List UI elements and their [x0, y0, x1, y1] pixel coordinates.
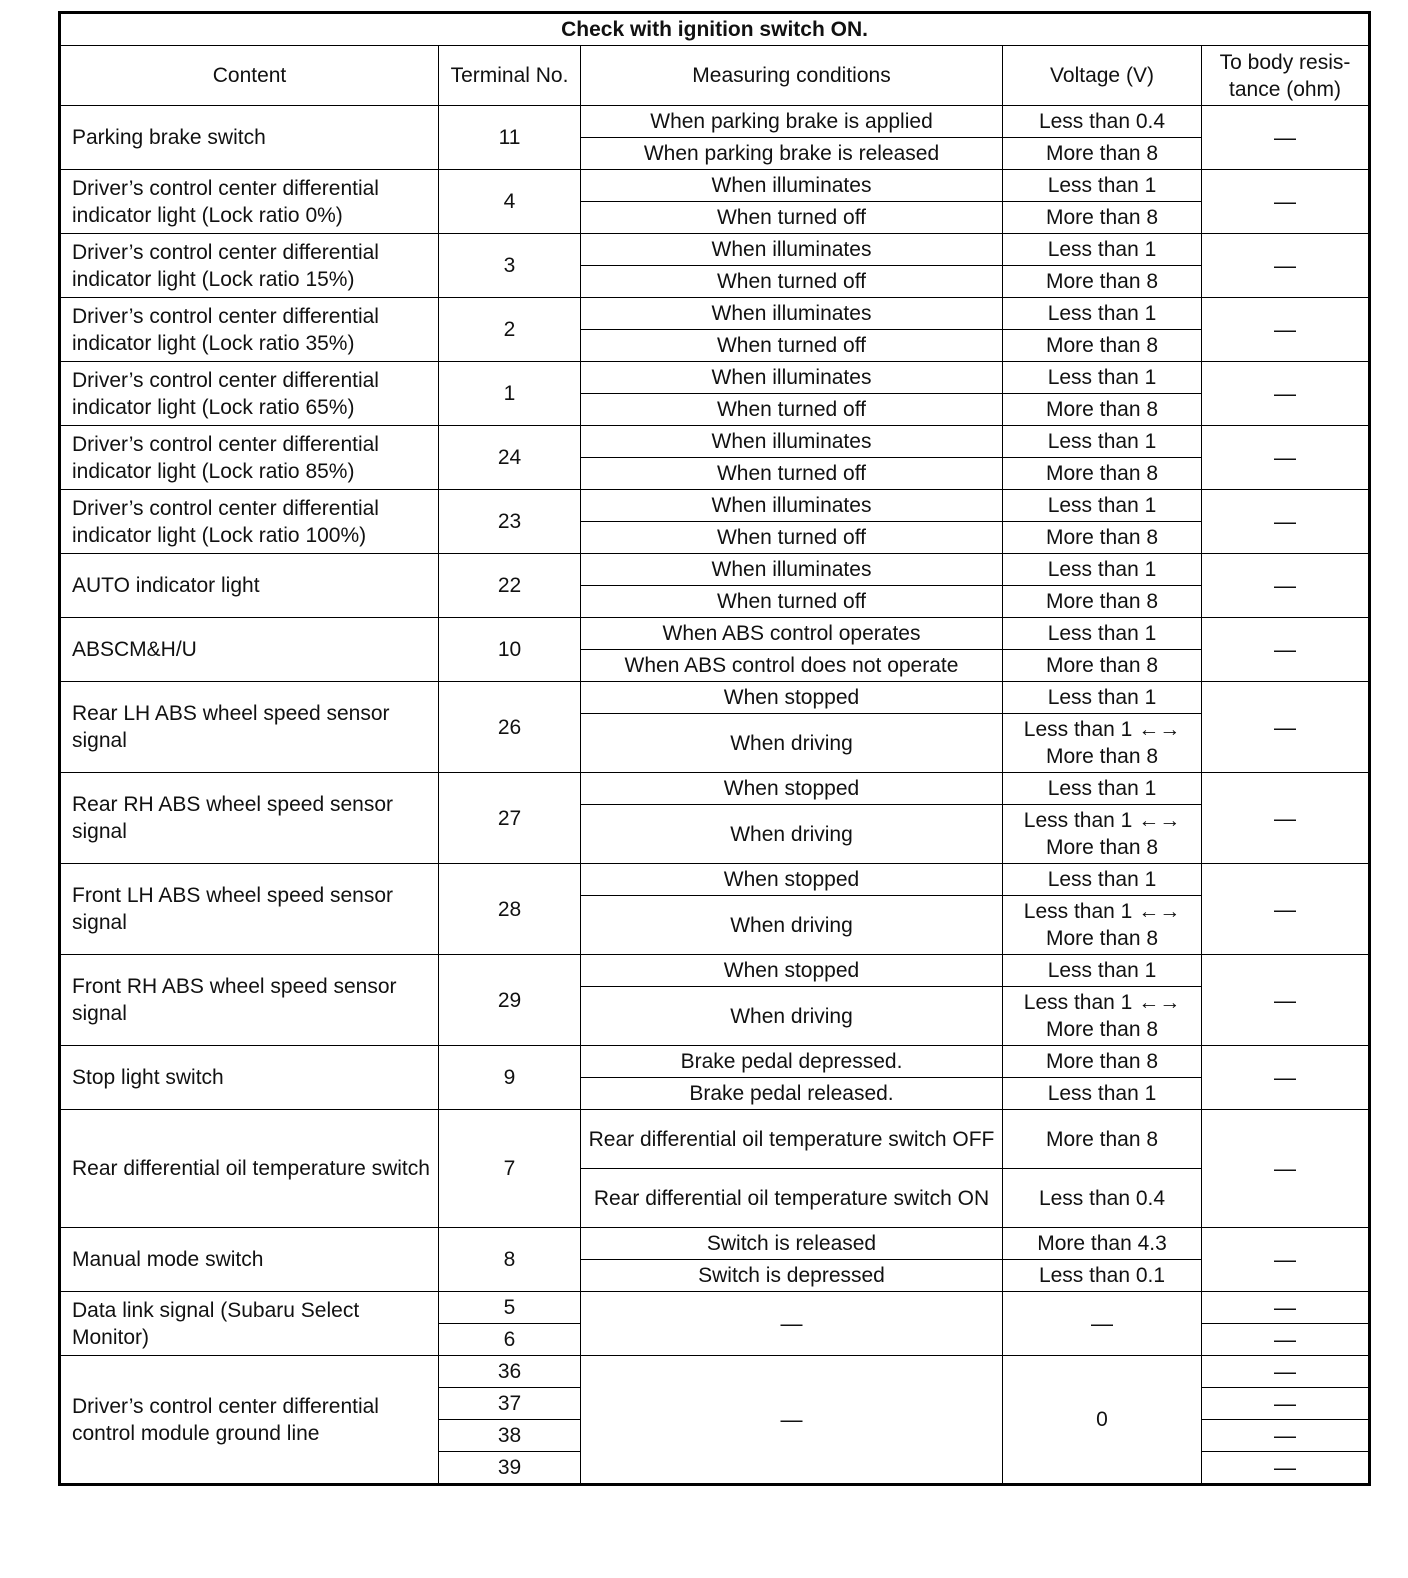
voltage-cell: Less than 1: [1003, 618, 1202, 650]
condition-cell: Brake pedal depressed.: [581, 1046, 1003, 1078]
condition-cell: When turned off: [581, 458, 1003, 490]
terminal-cell: 36: [439, 1356, 581, 1388]
content-cell: AUTO indicator light: [60, 554, 439, 618]
resistance-cell: —: [1202, 1388, 1370, 1420]
content-cell: Driver’s control center differential indicator light (Lock ratio 35%): [60, 298, 439, 362]
content-cell: Front LH ABS wheel speed sensor signal: [60, 864, 439, 955]
condition-cell: When parking brake is applied: [581, 106, 1003, 138]
resistance-cell: —: [1202, 426, 1370, 490]
terminal-cell: 9: [439, 1046, 581, 1110]
table-row: [60, 864, 1370, 896]
terminal-cell: 37: [439, 1388, 581, 1420]
condition-cell: Switch is depressed: [581, 1260, 1003, 1292]
terminal-cell: 8: [439, 1228, 581, 1292]
content-cell: Driver’s control center differential indicator light (Lock ratio 0%): [60, 170, 439, 234]
header-voltage: Voltage (V): [1003, 46, 1202, 106]
voltage-cell: More than 8: [1003, 202, 1202, 234]
terminal-cell: 39: [439, 1452, 581, 1485]
table-row: [60, 1110, 1370, 1169]
content-cell: Parking brake switch: [60, 106, 439, 170]
terminal-cell: 1: [439, 362, 581, 426]
voltage-cell: Less than 0.4: [1003, 106, 1202, 138]
table-row: [60, 362, 1370, 394]
condition-cell: When turned off: [581, 202, 1003, 234]
voltage-cell: Less than 1: [1003, 170, 1202, 202]
condition-cell: When turned off: [581, 522, 1003, 554]
terminal-cell: 29: [439, 955, 581, 1046]
condition-cell: When parking brake is released: [581, 138, 1003, 170]
content-cell: Driver’s control center differential control module ground line: [60, 1356, 439, 1485]
voltage-cell: More than 8: [1003, 650, 1202, 682]
resistance-cell: —: [1202, 234, 1370, 298]
content-cell: Data link signal (Subaru Select Monitor): [60, 1292, 439, 1356]
content-cell: ABSCM&H/U: [60, 618, 439, 682]
content-cell: Rear RH ABS wheel speed sensor signal: [60, 773, 439, 864]
voltage-cell: Less than 0.1: [1003, 1260, 1202, 1292]
voltage-cell: Less than 1 ←→ More than 8: [1003, 714, 1202, 773]
content-cell: Rear differential oil temperature switch: [60, 1110, 439, 1228]
terminal-cell: 24: [439, 426, 581, 490]
voltage-cell: More than 8: [1003, 1046, 1202, 1078]
resistance-cell: —: [1202, 1046, 1370, 1110]
terminal-cell: 5: [439, 1292, 581, 1324]
resistance-cell: —: [1202, 1420, 1370, 1452]
condition-cell: Rear differential oil temperature switch ON: [581, 1169, 1003, 1228]
voltage-cell: More than 8: [1003, 394, 1202, 426]
condition-cell: When turned off: [581, 266, 1003, 298]
condition-cell: When driving: [581, 714, 1003, 773]
condition-cell: When illuminates: [581, 298, 1003, 330]
condition-cell: When turned off: [581, 586, 1003, 618]
condition-cell: When ABS control does not operate: [581, 650, 1003, 682]
terminal-cell: 26: [439, 682, 581, 773]
voltage-cell: More than 8: [1003, 266, 1202, 298]
resistance-cell: —: [1202, 490, 1370, 554]
content-cell: Driver’s control center differential indicator light (Lock ratio 65%): [60, 362, 439, 426]
resistance-cell: —: [1202, 864, 1370, 955]
condition-cell: Switch is released: [581, 1228, 1003, 1260]
resistance-cell: —: [1202, 1292, 1370, 1324]
resistance-cell: —: [1202, 773, 1370, 864]
table-row: [60, 426, 1370, 458]
table-row: [60, 773, 1370, 805]
resistance-cell: —: [1202, 1324, 1370, 1356]
voltage-cell: More than 8: [1003, 586, 1202, 618]
voltage-cell: Less than 1: [1003, 362, 1202, 394]
voltage-cell: Less than 1: [1003, 773, 1202, 805]
resistance-cell: —: [1202, 554, 1370, 618]
condition-cell: When driving: [581, 987, 1003, 1046]
condition-cell: When stopped: [581, 773, 1003, 805]
terminal-cell: 28: [439, 864, 581, 955]
resistance-cell: —: [1202, 618, 1370, 682]
terminal-cell: 7: [439, 1110, 581, 1228]
table-row: [60, 490, 1370, 522]
voltage-cell: Less than 1 ←→ More than 8: [1003, 987, 1202, 1046]
voltage-cell: Less than 1 ←→ More than 8: [1003, 896, 1202, 955]
table-row: [60, 1046, 1370, 1078]
resistance-cell: —: [1202, 682, 1370, 773]
table-row: [60, 1228, 1370, 1260]
content-cell: Manual mode switch: [60, 1228, 439, 1292]
terminal-cell: 10: [439, 618, 581, 682]
resistance-cell: —: [1202, 1452, 1370, 1485]
resistance-cell: —: [1202, 1228, 1370, 1292]
table-row: [60, 298, 1370, 330]
voltage-cell: Less than 1: [1003, 682, 1202, 714]
terminal-cell: 22: [439, 554, 581, 618]
content-cell: Driver’s control center differential indicator light (Lock ratio 15%): [60, 234, 439, 298]
content-cell: Front RH ABS wheel speed sensor signal: [60, 955, 439, 1046]
voltage-cell: Less than 1: [1003, 554, 1202, 586]
condition-cell: When illuminates: [581, 490, 1003, 522]
table-row: [60, 955, 1370, 987]
terminal-cell: 2: [439, 298, 581, 362]
condition-cell: When turned off: [581, 330, 1003, 362]
resistance-cell: —: [1202, 1356, 1370, 1388]
resistance-cell: —: [1202, 1110, 1370, 1228]
terminal-cell: 27: [439, 773, 581, 864]
condition-cell: —: [581, 1356, 1003, 1485]
voltage-cell: Less than 1: [1003, 955, 1202, 987]
terminal-cell: 6: [439, 1324, 581, 1356]
table-row: [60, 1356, 1370, 1388]
table-row: [60, 234, 1370, 266]
voltage-cell: Less than 0.4: [1003, 1169, 1202, 1228]
condition-cell: When illuminates: [581, 362, 1003, 394]
table-row: [60, 1292, 1370, 1324]
condition-cell: When stopped: [581, 955, 1003, 987]
voltage-cell: Less than 1: [1003, 426, 1202, 458]
condition-cell: When stopped: [581, 682, 1003, 714]
header-resistance: To body resis-tance (ohm): [1202, 46, 1370, 106]
header-content: Content: [60, 46, 439, 106]
voltage-cell: Less than 1: [1003, 1078, 1202, 1110]
terminal-cell: 23: [439, 490, 581, 554]
content-cell: Driver’s control center differential indicator light (Lock ratio 85%): [60, 426, 439, 490]
voltage-cell: Less than 1: [1003, 490, 1202, 522]
table-title: Check with ignition switch ON.: [60, 13, 1370, 46]
condition-cell: When turned off: [581, 394, 1003, 426]
resistance-cell: —: [1202, 170, 1370, 234]
header-conditions: Measuring conditions: [581, 46, 1003, 106]
resistance-cell: —: [1202, 298, 1370, 362]
voltage-cell: More than 4.3: [1003, 1228, 1202, 1260]
condition-cell: When illuminates: [581, 234, 1003, 266]
voltage-cell: More than 8: [1003, 1110, 1202, 1169]
condition-cell: When ABS control operates: [581, 618, 1003, 650]
condition-cell: When driving: [581, 805, 1003, 864]
voltage-cell: More than 8: [1003, 458, 1202, 490]
resistance-cell: —: [1202, 106, 1370, 170]
resistance-cell: —: [1202, 955, 1370, 1046]
condition-cell: —: [581, 1292, 1003, 1356]
header-terminal: Terminal No.: [439, 46, 581, 106]
condition-cell: When illuminates: [581, 426, 1003, 458]
resistance-cell: —: [1202, 362, 1370, 426]
content-cell: Driver’s control center differential indicator light (Lock ratio 100%): [60, 490, 439, 554]
table-body: [60, 106, 1370, 1485]
table-row: [60, 106, 1370, 138]
table-row: [60, 554, 1370, 586]
table-row: [60, 170, 1370, 202]
terminal-cell: 38: [439, 1420, 581, 1452]
condition-cell: When stopped: [581, 864, 1003, 896]
voltage-cell: Less than 1 ←→ More than 8: [1003, 805, 1202, 864]
terminal-cell: 3: [439, 234, 581, 298]
voltage-cell: —: [1003, 1292, 1202, 1356]
voltage-cell: Less than 1: [1003, 298, 1202, 330]
terminal-cell: 11: [439, 106, 581, 170]
voltage-cell: 0: [1003, 1356, 1202, 1485]
table-row: [60, 618, 1370, 650]
voltage-cell: More than 8: [1003, 522, 1202, 554]
condition-cell: When illuminates: [581, 554, 1003, 586]
terminal-cell: 4: [439, 170, 581, 234]
condition-cell: Rear differential oil temperature switch OFF: [581, 1110, 1003, 1169]
content-cell: Stop light switch: [60, 1046, 439, 1110]
voltage-cell: Less than 1: [1003, 234, 1202, 266]
table-row: [60, 682, 1370, 714]
condition-cell: When illuminates: [581, 170, 1003, 202]
condition-cell: When driving: [581, 896, 1003, 955]
voltage-cell: More than 8: [1003, 330, 1202, 362]
voltage-cell: Less than 1: [1003, 864, 1202, 896]
condition-cell: Brake pedal released.: [581, 1078, 1003, 1110]
content-cell: Rear LH ABS wheel speed sensor signal: [60, 682, 439, 773]
voltage-cell: More than 8: [1003, 138, 1202, 170]
spec-table: [58, 11, 1371, 1486]
